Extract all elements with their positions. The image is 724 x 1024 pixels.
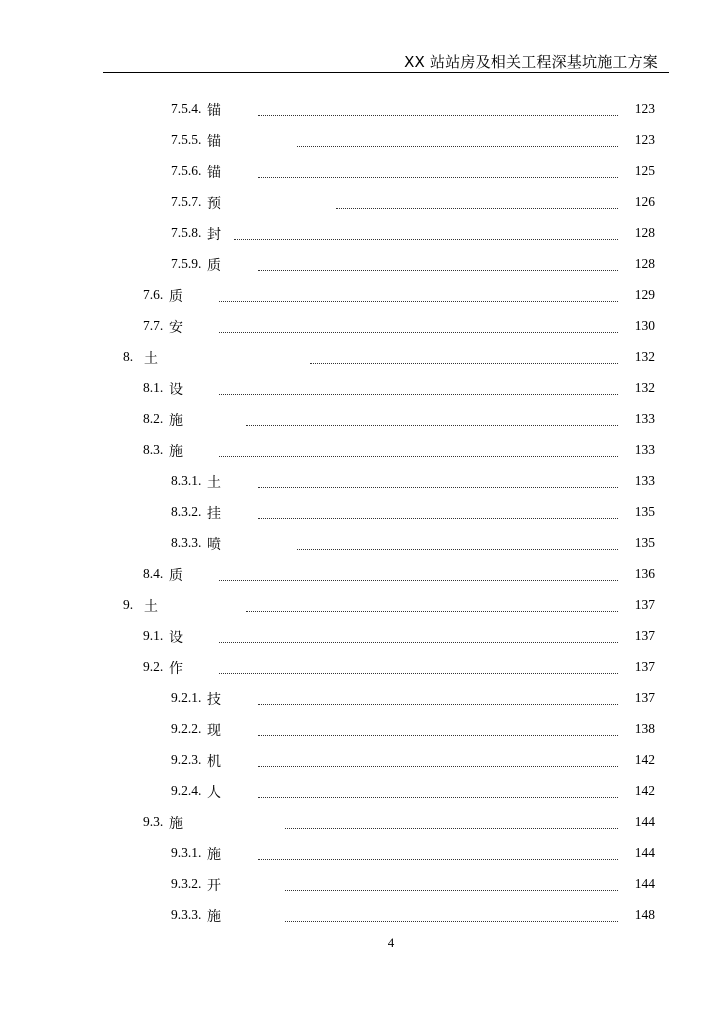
toc-entry-number: 7.5.4.	[171, 101, 202, 116]
toc-entry-leader	[258, 163, 618, 178]
toc-entry-title: 施	[169, 413, 183, 429]
toc-entry-number: 9.	[123, 597, 134, 612]
toc-entry-number: 9.3.1.	[171, 845, 202, 860]
toc-entry-page: 144	[634, 845, 655, 860]
toc-entry-leader	[246, 411, 618, 426]
toc-entry-page: 133	[634, 442, 655, 457]
toc-entry[interactable]	[0, 281, 724, 309]
toc-entry-leader	[219, 287, 618, 302]
toc-entry-number: 8.3.3.	[171, 535, 202, 550]
toc-entry-page: 137	[634, 659, 655, 674]
toc-entry[interactable]	[0, 746, 724, 774]
toc-entry[interactable]	[0, 653, 724, 681]
toc-entry[interactable]	[0, 622, 724, 650]
toc-entry-leader	[246, 597, 618, 612]
toc-entry-number: 8.3.1.	[171, 473, 202, 488]
toc-entry-title: 土	[144, 351, 158, 367]
toc-entry-page: 144	[634, 814, 655, 829]
toc-entry[interactable]	[0, 901, 724, 929]
toc-entry-title: 现	[207, 723, 221, 739]
toc-entry-number: 8.3.2.	[171, 504, 202, 519]
toc-entry-title: 挂	[207, 506, 221, 522]
toc-entry-title: 预	[207, 196, 221, 212]
toc-entry-page: 126	[634, 194, 655, 209]
toc-entry[interactable]	[0, 126, 724, 154]
toc-entry[interactable]	[0, 436, 724, 464]
toc-entry-number: 8.3.	[143, 442, 164, 457]
toc-entry-title: 施	[207, 909, 221, 925]
toc-entry-title: 人	[207, 785, 221, 801]
toc-entry-leader	[310, 349, 618, 364]
toc-entry-page: 138	[634, 721, 655, 736]
toc-entry-page: 132	[634, 380, 655, 395]
toc-entry-leader	[258, 256, 618, 271]
toc-entry-leader	[297, 132, 618, 147]
toc-entry-page: 130	[634, 318, 655, 333]
toc-entry-title: 锚	[207, 165, 221, 181]
toc-entry-leader	[285, 814, 618, 829]
toc-entry-title: 施	[207, 847, 221, 863]
toc-entry-title: 技	[207, 692, 221, 708]
toc-entry-leader	[219, 628, 618, 643]
toc-entry-title: 设	[169, 382, 183, 398]
toc-entry[interactable]	[0, 405, 724, 433]
toc-entry-page: 135	[634, 535, 655, 550]
toc-entry-title: 安	[169, 320, 183, 336]
toc-entry-title: 封	[207, 227, 221, 243]
toc-entry-leader	[219, 318, 618, 333]
toc-entry[interactable]	[0, 684, 724, 712]
toc-entry-number: 7.5.8.	[171, 225, 202, 240]
toc-entry-number: 9.2.3.	[171, 752, 202, 767]
toc-entry-leader	[336, 194, 618, 209]
toc-entry-number: 8.1.	[143, 380, 164, 395]
toc-entry-title: 施	[169, 444, 183, 460]
toc-entry-title: 锚	[207, 134, 221, 150]
toc-entry-title: 土	[144, 599, 158, 615]
toc-entry-page: 142	[634, 783, 655, 798]
toc-entry-number: 9.3.	[143, 814, 164, 829]
toc-entry-leader	[258, 721, 618, 736]
toc-entry-title: 设	[169, 630, 183, 646]
toc-entry[interactable]	[0, 839, 724, 867]
toc-entry-number: 9.2.4.	[171, 783, 202, 798]
toc-entry-number: 7.6.	[143, 287, 164, 302]
toc-entry-page: 133	[634, 473, 655, 488]
toc-entry[interactable]	[0, 250, 724, 278]
toc-entry-leader	[258, 752, 618, 767]
toc-entry-page: 123	[634, 101, 655, 116]
toc-entry-leader	[297, 535, 618, 550]
toc-entry-page: 148	[634, 907, 655, 922]
toc-entry-title: 质	[207, 258, 221, 274]
toc-entry-number: 7.5.9.	[171, 256, 202, 271]
header-rule	[103, 72, 669, 73]
header-title: XX 站站房及相关工程深基坑施工方案	[404, 53, 658, 71]
toc-entry-leader	[219, 380, 618, 395]
toc-entry[interactable]	[0, 715, 724, 743]
toc-entry-number: 9.1.	[143, 628, 164, 643]
toc-entry[interactable]	[0, 777, 724, 805]
toc-entry-number: 8.	[123, 349, 134, 364]
toc-entry-number: 7.7.	[143, 318, 164, 333]
toc-entry-number: 8.4.	[143, 566, 164, 581]
toc-entry[interactable]	[0, 529, 724, 557]
toc-entry[interactable]	[0, 498, 724, 526]
toc-entry-leader	[258, 845, 618, 860]
toc-entry-leader	[258, 101, 618, 116]
toc-entry[interactable]	[0, 95, 724, 123]
toc-entry-page: 125	[634, 163, 655, 178]
toc-entry[interactable]	[0, 157, 724, 185]
toc-entry-leader	[258, 690, 618, 705]
toc-entry-page: 137	[634, 628, 655, 643]
toc-entry[interactable]	[0, 219, 724, 247]
toc-entry-number: 9.3.3.	[171, 907, 202, 922]
toc-entry-title: 作	[169, 661, 183, 677]
toc-entry-title: 质	[169, 289, 183, 305]
toc-entry-page: 142	[634, 752, 655, 767]
toc-entry-title: 锚	[207, 103, 221, 119]
toc-entry[interactable]	[0, 560, 724, 588]
toc-entry-page: 129	[634, 287, 655, 302]
toc-entry-leader	[258, 783, 618, 798]
toc-entry-page: 132	[634, 349, 655, 364]
toc-entry-page: 133	[634, 411, 655, 426]
toc-entry-title: 喷	[207, 537, 221, 553]
toc-entry-page: 128	[634, 225, 655, 240]
toc-entry-title: 开	[207, 878, 221, 894]
toc-entry[interactable]	[0, 808, 724, 836]
toc-entry-number: 9.3.2.	[171, 876, 202, 891]
toc-entry-leader	[285, 876, 618, 891]
toc-entry-page: 137	[634, 597, 655, 612]
toc-entry[interactable]	[0, 467, 724, 495]
toc-entry-leader	[219, 566, 618, 581]
toc-entry[interactable]	[0, 870, 724, 898]
toc-entry-leader	[234, 225, 618, 240]
toc-entry-leader	[258, 504, 618, 519]
toc-entry-page: 137	[634, 690, 655, 705]
toc-entry-leader	[258, 473, 618, 488]
toc-entry-number: 9.2.2.	[171, 721, 202, 736]
toc-entry-page: 128	[634, 256, 655, 271]
toc-entry-number: 7.5.7.	[171, 194, 202, 209]
toc-entry[interactable]	[0, 591, 724, 619]
toc-entry[interactable]	[0, 312, 724, 340]
toc-entry-number: 7.5.5.	[171, 132, 202, 147]
toc-entry-page: 123	[634, 132, 655, 147]
toc-entry-page: 136	[634, 566, 655, 581]
toc-entry[interactable]	[0, 188, 724, 216]
toc-entry-page: 135	[634, 504, 655, 519]
toc-entry-number: 9.2.	[143, 659, 164, 674]
toc-entry-leader	[285, 907, 618, 922]
toc-entry[interactable]	[0, 343, 724, 371]
toc-entry[interactable]	[0, 374, 724, 402]
toc-entry-page: 144	[634, 876, 655, 891]
toc-entry-number: 7.5.6.	[171, 163, 202, 178]
page-number: 4	[387, 935, 395, 950]
toc-entry-title: 施	[169, 816, 183, 832]
toc-entry-title: 土	[207, 475, 221, 491]
toc-entry-leader	[219, 442, 618, 457]
toc-entry-title: 机	[207, 754, 221, 770]
toc-entry-title: 质	[169, 568, 183, 584]
toc-entry-leader	[219, 659, 618, 674]
toc-entry-number: 9.2.1.	[171, 690, 202, 705]
toc-entry-number: 8.2.	[143, 411, 164, 426]
